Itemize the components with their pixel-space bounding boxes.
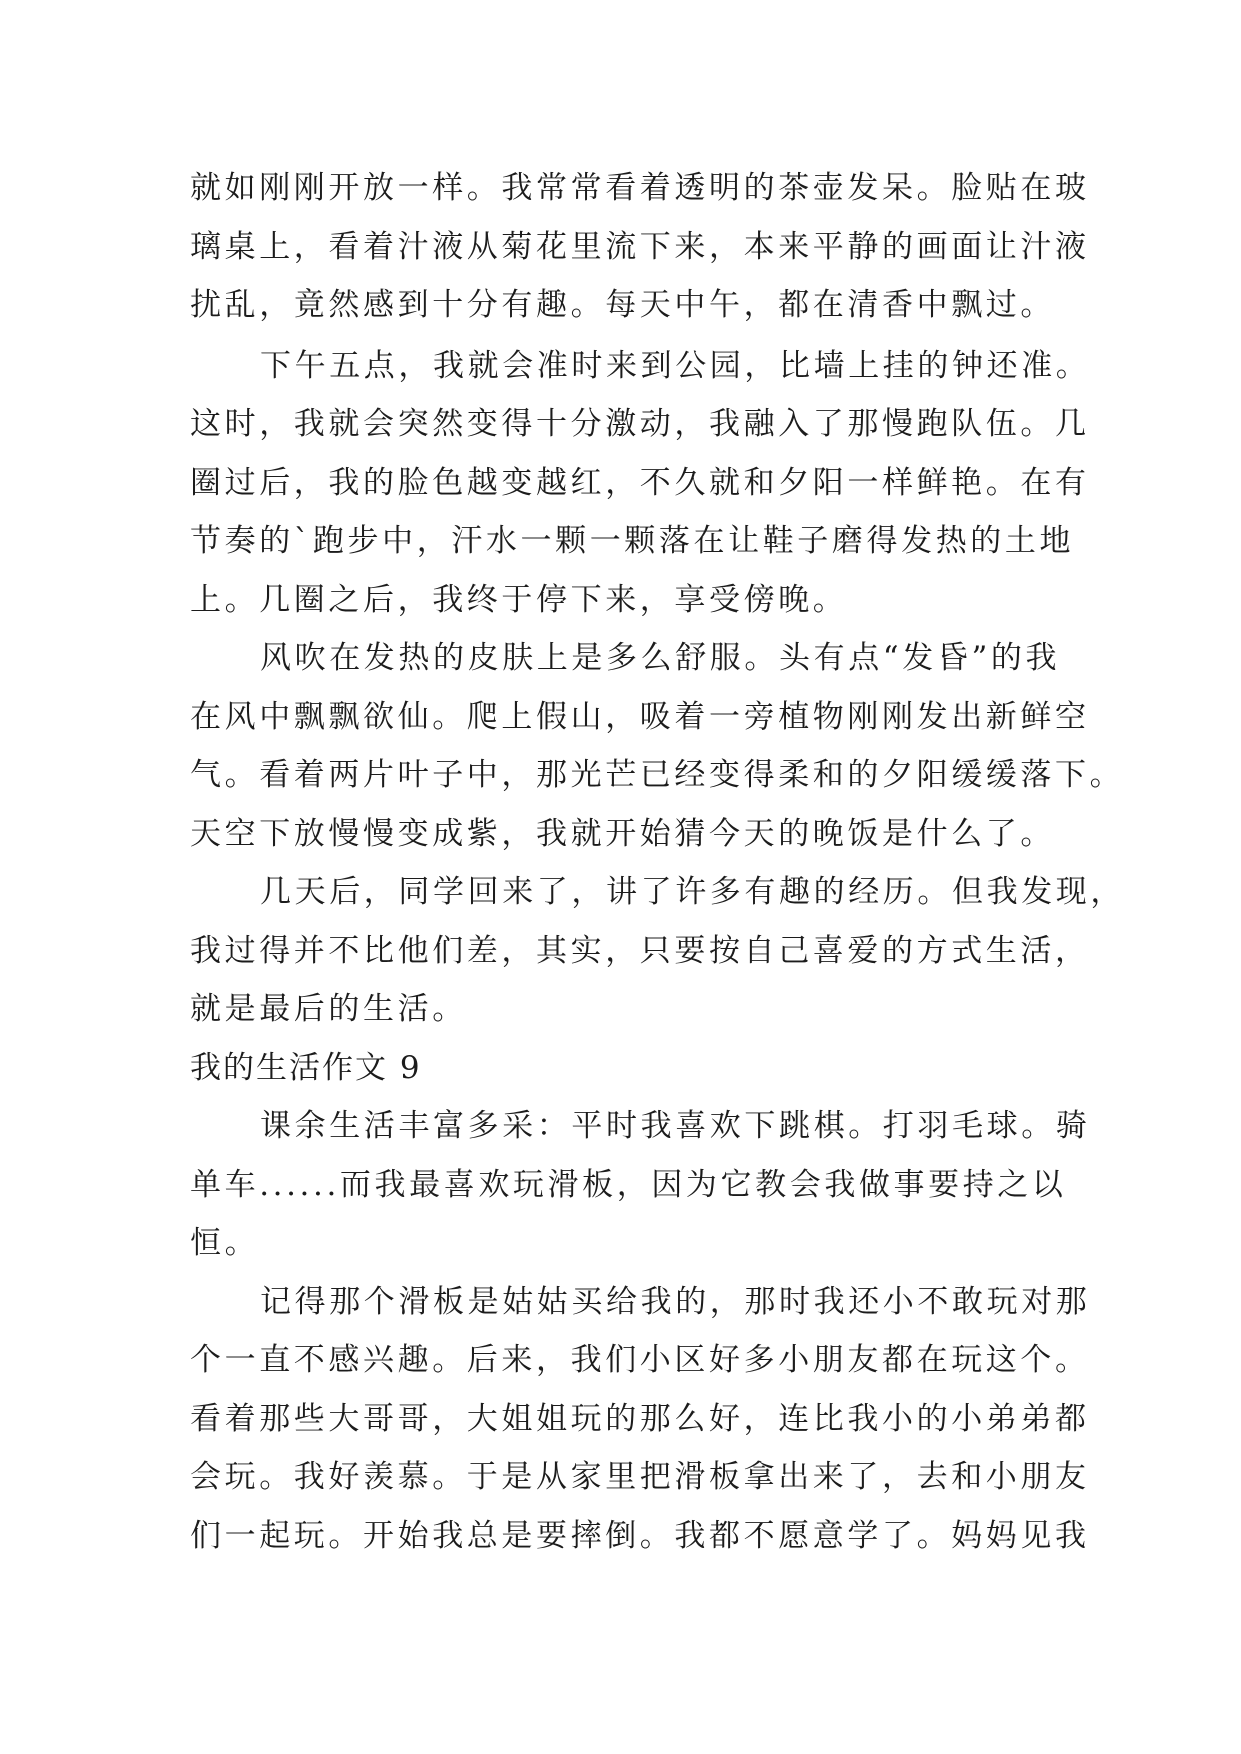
text-line: 就如刚刚开放一样。我常常看着透明的茶壶发呆。脸贴在玻	[190, 170, 1090, 206]
text-line: 这时，我就会突然变得十分激动，我融入了那慢跑队伍。几	[190, 406, 1090, 442]
paragraph-start-line: 风吹在发热的皮肤上是多么舒服。头有点“发昏”的我	[260, 640, 1061, 676]
text-line: 们一起玩。开始我总是要摔倒。我都不愿意学了。妈妈见我	[190, 1517, 1090, 1554]
text-line: 看着那些大哥哥，大姐姐玩的那么好，连比我小的小弟弟都	[190, 1400, 1090, 1437]
text-line: 我过得并不比他们差，其实，只要按自己喜爱的方式生活，	[190, 932, 1090, 969]
text-line: 在风中飘飘欲仙。爬上假山，吸着一旁植物刚刚发出新鲜空	[190, 698, 1090, 735]
paragraph-start-line: 下午五点，我就会准时来到公园，比墙上挂的钟还准。	[260, 347, 1091, 384]
text-line: 天空下放慢慢变成紫，我就开始猜今天的晚饭是什么了。	[190, 815, 1055, 852]
paragraph-start-line: 记得那个滑板是姑姑买给我的，那时我还小不敢玩对那	[260, 1283, 1091, 1320]
text-line: 个一直不感兴趣。后来，我们小区好多小朋友都在玩这个。	[190, 1342, 1090, 1378]
text-line: 就是最后的生活。	[190, 991, 467, 1027]
text-line: 会玩。我好羡慕。于是从家里把滑板拿出来了，去和小朋友	[190, 1459, 1090, 1495]
paragraph-start-line: 几天后，同学回来了，讲了许多有趣的经历。但我发现，	[260, 874, 1125, 910]
text-line: 璃桌上，看着汁液从菊花里流下来，本来平静的画面让汁液	[190, 228, 1090, 265]
text-line: 节奏的`跑步中，汗水一颗一颗落在让鞋子磨得发热的土地	[190, 523, 1075, 559]
text-line: 恒。	[190, 1225, 260, 1261]
article-body	[190, 159, 1125, 1565]
section-heading: 我的生活作文 9	[190, 1049, 422, 1086]
text-line: 上。几圈之后，我终于停下来，享受傍晚。	[190, 581, 848, 618]
text-line: 单车......而我最喜欢玩滑板，因为它教会我做事要持之以	[190, 1166, 1067, 1203]
paragraph-start-line: 课余生活丰富多采：平时我喜欢下跳棋。打羽毛球。骑	[260, 1108, 1091, 1144]
text-line: 圈过后，我的脸色越变越红，不久就和夕阳一样鲜艳。在有	[190, 464, 1090, 501]
text-line: 气。看着两片叶子中，那光芒已经变得柔和的夕阳缓缓落下。	[190, 757, 1125, 793]
text-line: 扰乱，竟然感到十分有趣。每天中午，都在清香中飘过。	[190, 287, 1055, 323]
